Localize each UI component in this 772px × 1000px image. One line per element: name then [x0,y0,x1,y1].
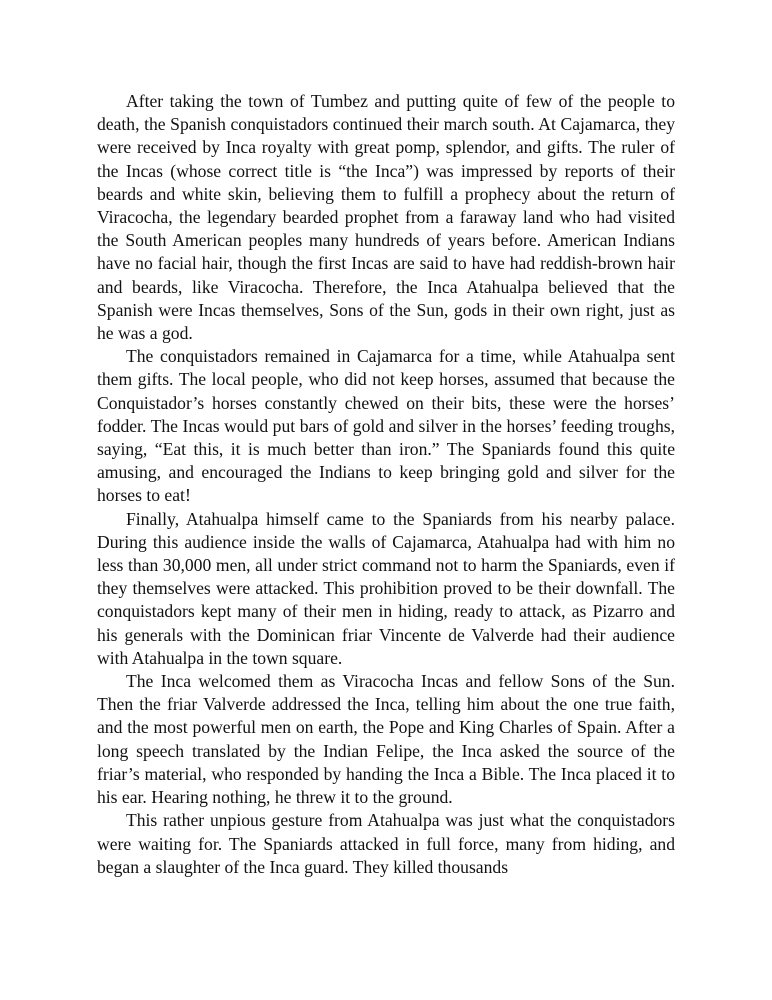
paragraph-attack: This rather unpious gesture from Atahualpa was just what the conquistadors were waiting for. The Spaniards attacked in full force, many from hiding, and began a slaughter of the Inca guard. They killed thousands [97,810,675,877]
document-page [97,90,675,879]
paragraph-tumbez-cajamarca: After taking the town of Tumbez and putting quite of few of the people to death, the Spanish conquistadors continued their march south. At Cajamarca, they were received by Inca royalty with great pomp, splendor, and gifts. The ruler of the Incas (whose correct title is “the Inca”) was impressed by reports of their beards and white skin, believing them to fulfill a prophecy about the return of Viracocha, the legendary bearded prophet from a faraway land who had visited the South American peoples many hundreds of years before. American Indians have no facial hair, though the first Incas are said to have had reddish-brown hair and beards, like Viracocha. Therefore, the Inca Atahualpa believed that the Spanish were Incas themselves, Sons of the Sun, gods in their own right, just as he was a god. [97,91,675,344]
paragraph-horses-gold: The conquistadors remained in Cajamarca for a time, while Atahualpa sent them gifts. The local people, who did not keep horses, assumed that because the Conquistador’s horses constantly chewed on their bits, these were the horses’ fodder. The Incas would put bars of gold and silver in the horses’ feeding troughs, saying, “Eat this, it is much better than iron.” The Spaniards found this quite amusing, and encouraged the Indians to keep bringing gold and silver for the horses to eat! [97,346,675,506]
paragraph-friar-valverde: The Inca welcomed them as Viracocha Incas and fellow Sons of the Sun. Then the friar Valverde addressed the Inca, telling him about the one true faith, and the most powerful men on earth, the Pope and King Charles of Spain. After a long speech translated by the Indian Felipe, the Inca asked the source of the friar’s material, who responded by handing the Inca a Bible. The Inca placed it to his ear. Hearing nothing, he threw it to the ground. [97,671,675,808]
paragraph-atahualpa-audience: Finally, Atahualpa himself came to the Spaniards from his nearby palace. During this audience inside the walls of Cajamarca, Atahualpa had with him no less than 30,000 men, all under strict command not to harm the Spaniards, even if they themselves were attacked. This prohibition proved to be their downfall. The conquistadors kept many of their men in hiding, ready to attack, as Pizarro and his generals with the Dominican friar Vincente de Valverde had their audience with Atahualpa in the town square. [97,508,675,668]
